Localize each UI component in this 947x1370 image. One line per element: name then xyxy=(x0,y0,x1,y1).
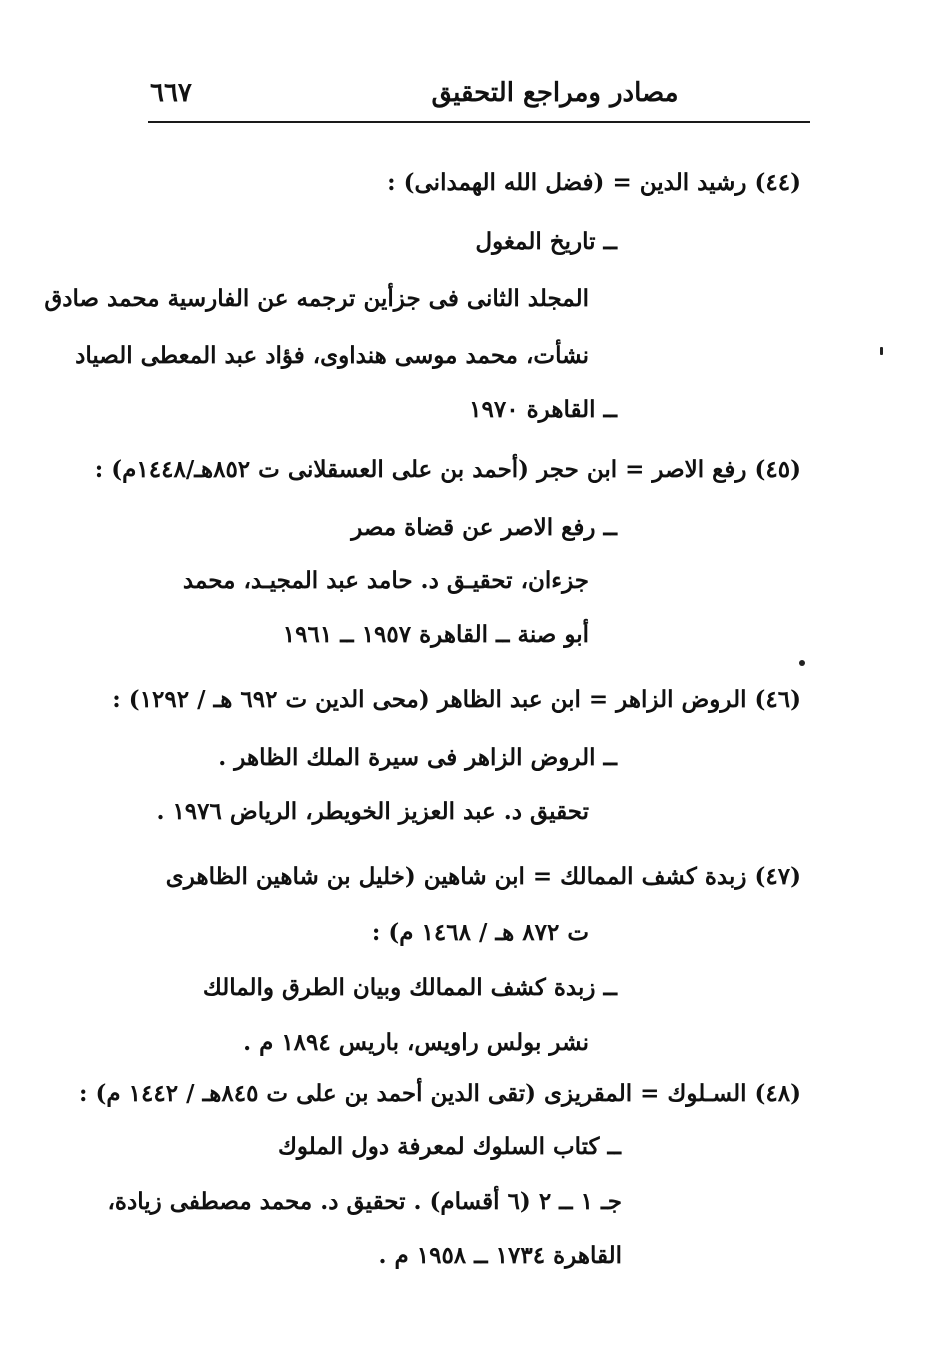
entry-detail-line: جـ ١ ــ ٢ (٦ أقسام) . تحقيق د. محمد مصطفى زيادة، xyxy=(107,1188,622,1215)
entry-heading: (٤٨) السـلوك = المقريزى (تقى الدين أحمد بن على ت ٨٤٥هـ / ١٤٤٢ م) : xyxy=(79,1080,801,1107)
entry-heading: (٤٦) الروض الزاهر = ابن عبد الظاهر (محى الدين ت ٦٩٢ هـ / ١٢٩٢) : xyxy=(112,686,801,713)
entry-title-line: ــ كتاب السلوك لمعرفة دول الملوك xyxy=(277,1133,621,1160)
entry-title-line: ــ رفع الاصر عن قضاة مصر xyxy=(351,514,617,541)
entry-detail-line: تحقيق د. عبد العزيز الخويطر، الرياض ١٩٧٦ . xyxy=(156,798,589,825)
entry-title-line: ــ تاريخ المغول xyxy=(475,228,617,255)
header-rule xyxy=(148,121,810,123)
entry-detail-line: نشر بولس راويس، باريس ١٨٩٤ م . xyxy=(243,1029,589,1056)
entry-detail-line: جزءان، تحقيـق د. حامد عبد المجيـد، محمد xyxy=(182,567,589,594)
entry-heading: (٤٧) زبدة كشف الممالك = ابن شاهين (خليل بن شاهين الظاهرى xyxy=(165,863,801,890)
entry-detail-line: أبو صنة ــ القاهرة ١٩٥٧ ــ ١٩٦١ xyxy=(282,621,589,648)
ink-dot xyxy=(799,660,805,666)
entry-detail-line: نشأت، محمد موسى هنداوى، فؤاد عبد المعطى الصياد xyxy=(75,342,589,369)
page-number: ٦٦٧ xyxy=(150,78,192,108)
running-title: مصادر ومراجع التحقيق xyxy=(431,78,679,108)
entry-detail-line: القاهرة ١٧٣٤ ــ ١٩٥٨ م . xyxy=(378,1242,622,1269)
entry-heading: (٤٥) رفع الاصر = ابن حجر (أحمد بن على العسقلانى ت ٨٥٢هـ/١٤٤٨م) : xyxy=(94,456,801,483)
entry-detail-line: ت ٨٧٢ هـ / ١٤٦٨ م) : xyxy=(371,919,589,946)
entry-detail-line: ــ القاهرة ١٩٧٠ xyxy=(469,396,617,423)
entry-detail-line: المجلد الثانى فى جزأين ترجمه عن الفارسية محمد صادق xyxy=(44,285,589,312)
entry-title-line: ــ زبدة كشف الممالك وبيان الطرق والمالك xyxy=(202,974,617,1001)
page-header xyxy=(150,78,810,118)
ink-mark xyxy=(880,347,883,355)
entry-heading: (٤٤) رشيد الدين = (فضل الله الهمدانى) : xyxy=(387,169,801,196)
entry-title-line: ــ الروض الزاهر فى سيرة الملك الظاهر . xyxy=(218,744,617,771)
